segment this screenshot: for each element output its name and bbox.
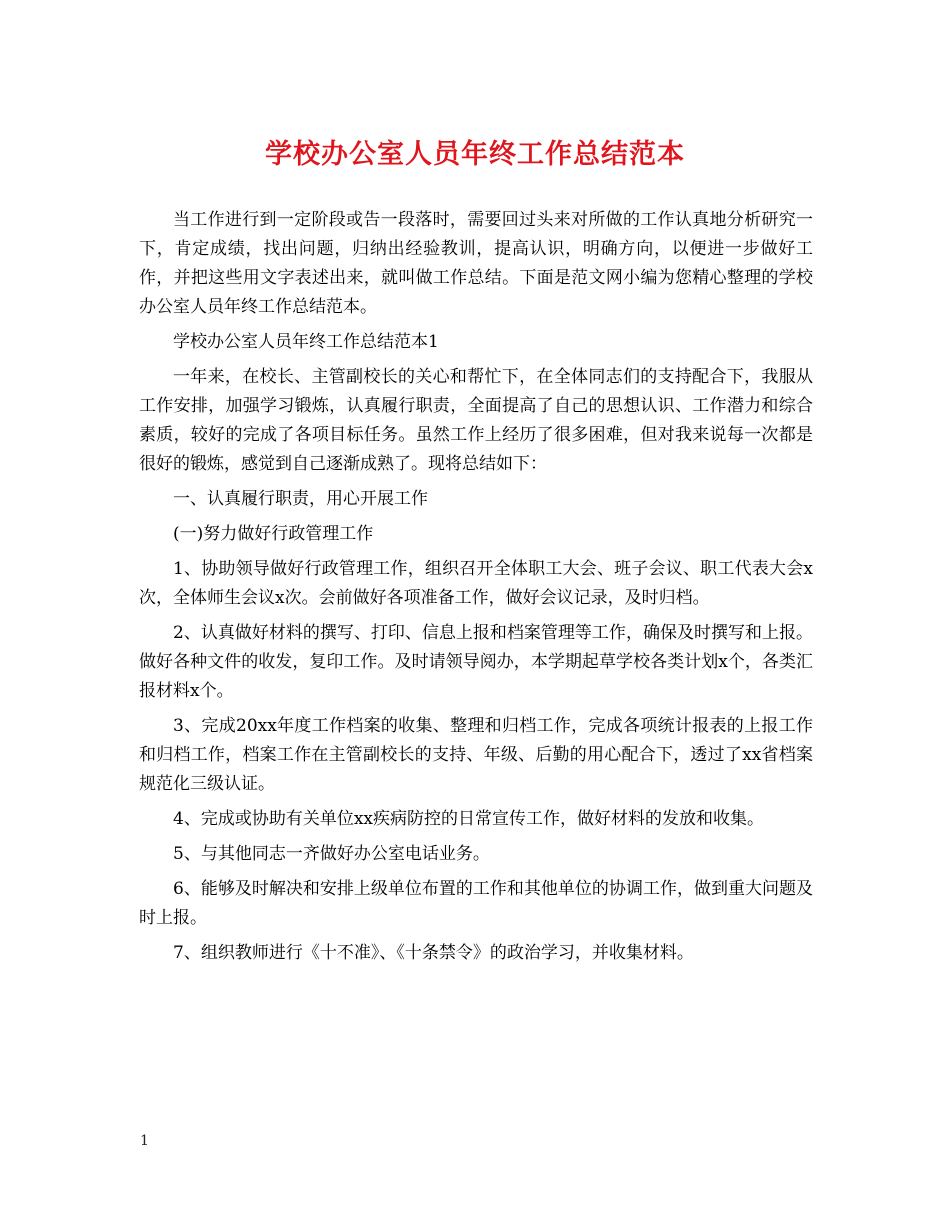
document-title: 学校办公室人员年终工作总结范本 [265,139,685,170]
subheading: 一、认真履行职责，用心开展工作 [173,489,428,509]
list-item: 4、完成或协助有关单位xx疾病防控的日常宣传工作，做好材料的发放和收集。 [173,809,764,829]
list-item: 2、认真做好材料的撰写、打印、信息上报和档案管理等工作，确保及时撰写和上报。做好各种文件的收发，复印工作。及时请领导阅办，本学期起草学校各类计划x个，各类汇报材料x个。 [139,623,813,701]
body-paragraph: 一年来，在校长、主管副校长的关心和帮忙下，在全体同志们的支持配合下，我服从工作安排，加强学习锻炼，认真履行职责，全面提高了自己的思想认识、工作潜力和综合素质，较好的完成了各项目标任务。虽然工作上经历了很多困难，但对我来说每一次都是很好的锻炼，感觉到自己逐渐成熟了。现将总结如下： [139,367,813,474]
section-heading: 学校办公室人员年终工作总结范本1 [173,332,439,352]
list-item: 3、完成20xx年度工作档案的收集、整理和归档工作，完成各项统计报表的上报工作和归档工作，档案工作在主管副校长的支持、年级、后勤的用心配合下，透过了xx省档案规范化三级认证。 [139,716,813,794]
list-item: 7、组织教师进行《十不准》、《十条禁令》的政治学习，并收集材料。 [173,943,694,963]
subheading: (一)努力做好行政管理工作 [173,524,374,544]
list-item: 6、能够及时解决和安排上级单位布置的工作和其他单位的协调工作，做到重大问题及时上报。 [139,879,813,928]
page-number: 1 [140,1133,149,1149]
list-item: 1、协助领导做好行政管理工作，组织召开全体职工大会、班子会议、职工代表大会x次，全体师生会议x次。会前做好各项准备工作，做好会议记录，及时归档。 [139,559,813,608]
intro-paragraph: 当工作进行到一定阶段或告一段落时，需要回过头来对所做的工作认真地分析研究一下，肯定成绩，找出问题，归纳出经验教训，提高认识，明确方向，以便进一步做好工作，并把这些用文字表述出来，就叫做工作总结。下面是范文网小编为您精心整理的学校办公室人员年终工作总结范本。 [139,210,813,317]
document-body [139,206,813,974]
list-item: 5、与其他同志一齐做好办公室电话业务。 [173,844,490,864]
